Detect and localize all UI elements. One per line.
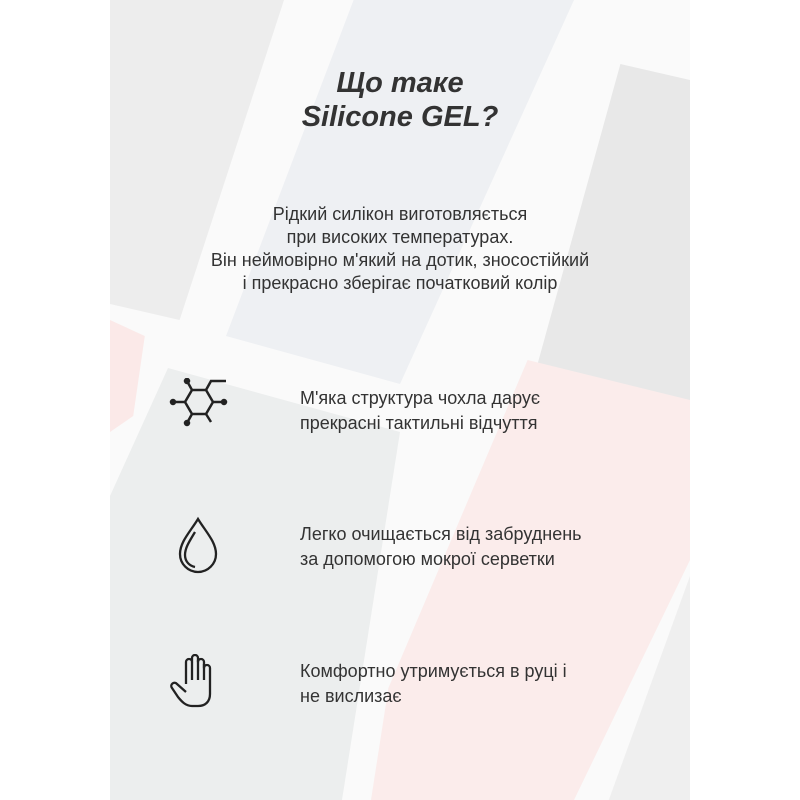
page-title: Що таке Silicone GEL?	[301, 67, 499, 133]
hand-icon	[168, 654, 218, 710]
feature-grip: Комфортно утримується в руці і не вислизає	[300, 661, 567, 706]
molecule-icon	[168, 378, 232, 442]
intro-text: Рідкий силікон виготовляється при високих температурах. Він неймовірно м'який на дотик, зносостійкий і прекрасно зберігає початковий колір	[210, 204, 590, 293]
water-drop-icon	[168, 516, 228, 576]
feature-easy-clean: Легко очищається від забруднень за допомогою мокрої серветки	[300, 524, 582, 569]
feature-soft: М'яка структура чохла дарує прекрасні тактильні відчуття	[300, 388, 541, 433]
